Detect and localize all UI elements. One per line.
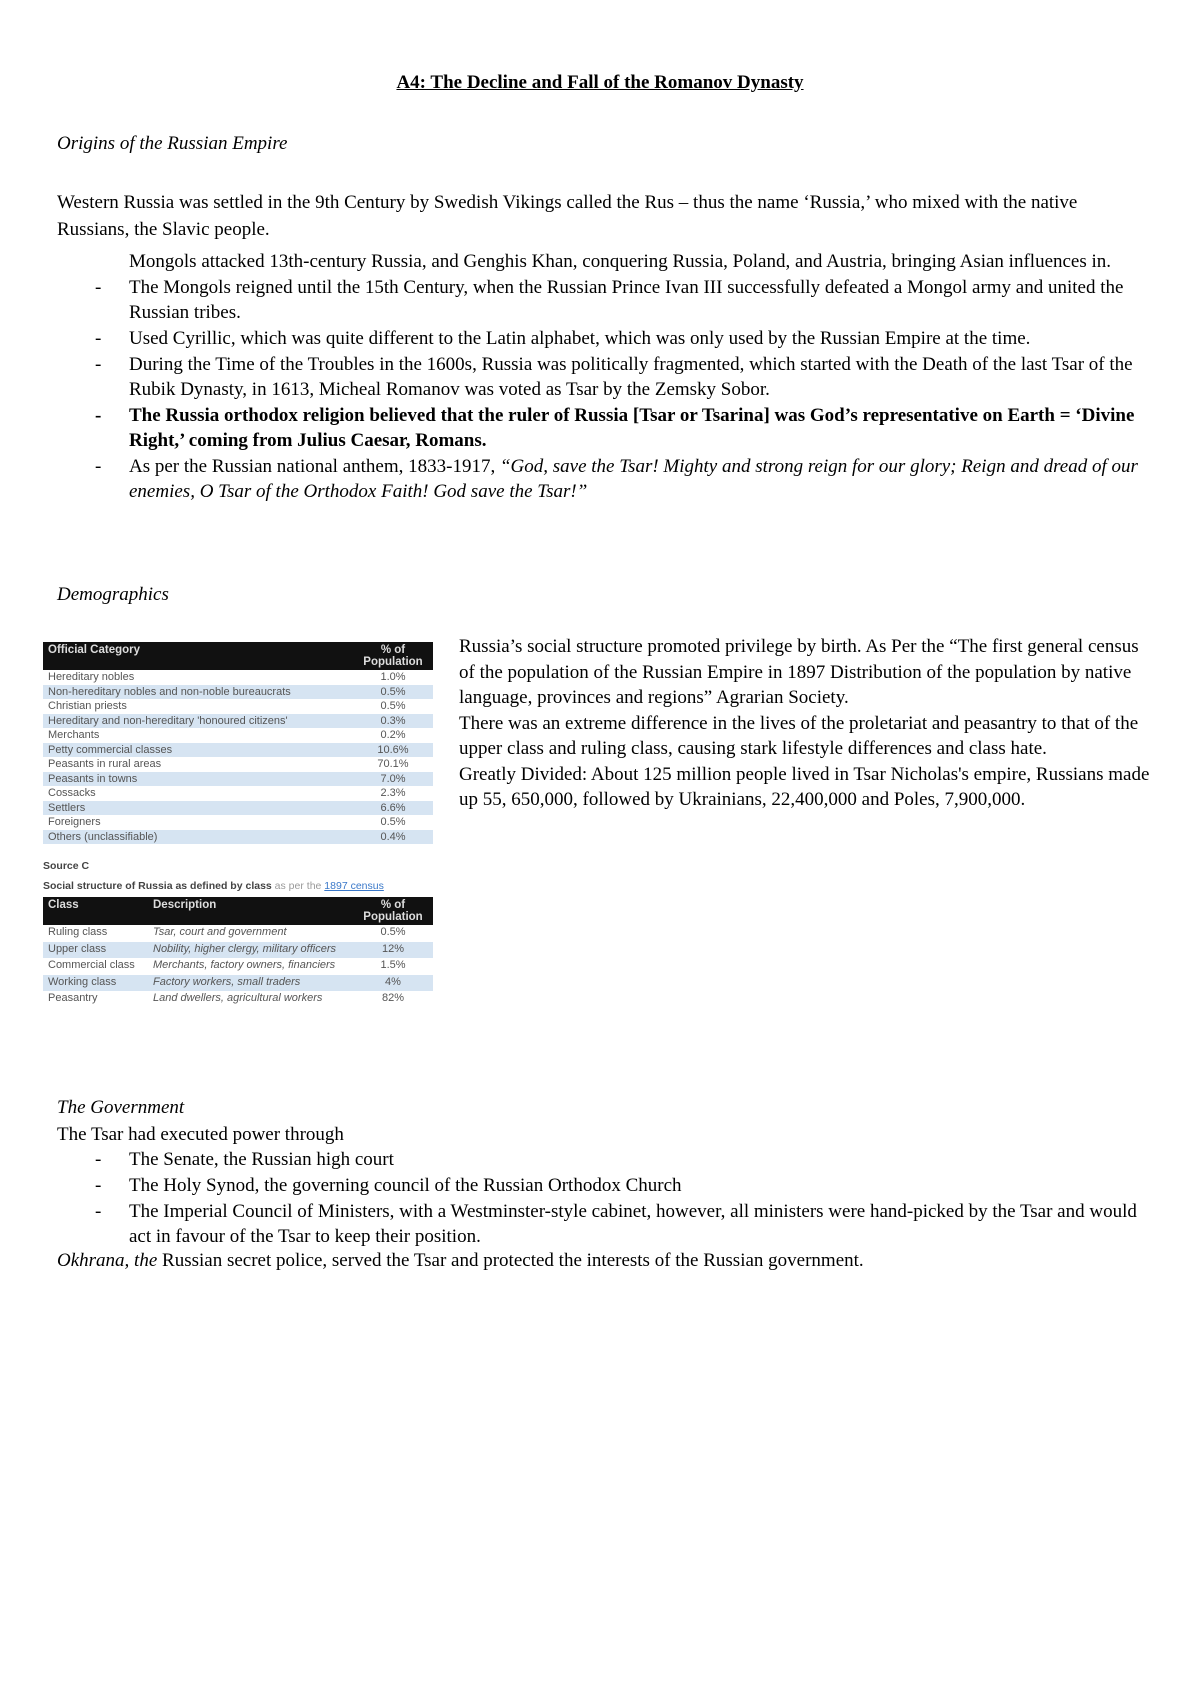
category-cell: Foreigners: [48, 816, 101, 829]
category-cell: Hereditary and non-hereditary 'honoured citizens': [43, 714, 353, 729]
description-cell: Nobility, higher clergy, military officers: [148, 942, 353, 959]
class-cell: Ruling class: [48, 926, 108, 938]
percent-cell: 12%: [353, 942, 433, 959]
percent-cell: 4%: [353, 975, 433, 992]
percent-cell: 6.6%: [353, 801, 433, 816]
table-row: [43, 670, 433, 685]
category-cell: Petty commercial classes: [43, 743, 353, 758]
description-cell: Factory workers, small traders: [148, 975, 353, 992]
category-cell: Non-hereditary nobles and non-noble bureaucrats: [43, 685, 353, 700]
source-caption: Social structure of Russia as defined by class as per the 1897 census: [43, 880, 384, 892]
percent-cell: 0.5%: [380, 700, 406, 713]
demographics-paragraph: There was an extreme difference in the lives of the proletariat and peasantry to that of the upper class and ruling class, causing stark lifestyle differences and class hate.: [459, 712, 1139, 759]
table-row: [43, 714, 433, 729]
okhrana-paragraph: Okhrana, the Russian secret police, served the Tsar and protected the interests of the Russian government.: [57, 1250, 864, 1271]
table-row: [43, 815, 433, 830]
class-cell: Upper class: [43, 942, 148, 959]
percent-cell: 7.0%: [353, 772, 433, 787]
table-body: [43, 670, 433, 844]
percent-cell: 0.2%: [380, 729, 406, 742]
description-cell: Land dwellers, agricultural workers: [153, 992, 323, 1004]
percent-cell: 70.1%: [377, 758, 409, 771]
table-row: [43, 699, 433, 714]
percent-cell: 0.4%: [353, 830, 433, 845]
table-header: Class: [43, 897, 148, 925]
table-header: Description: [148, 897, 353, 925]
list-item: - During the Time of the Troubles in the 1600s, Russia was politically fragmented, which started with the Death of the last Tsar of the Rubik Dynasty, in 1613, Micheal Romanov was voted as Tsar by the Zemsky Sobor.: [95, 354, 1133, 400]
list-item-divine-right: - The Russia orthodox religion believed that the ruler of Russia [Tsar or Tsarina] was God’s representative on Earth = ‘Divine Right,’ coming from Julius Caesar, Romans.: [95, 405, 1135, 451]
document-title: A4: The Decline and Fall of the Romanov Dynasty: [396, 72, 804, 93]
category-cell: Hereditary nobles: [48, 671, 135, 684]
table-row: [43, 786, 433, 801]
category-cell: Others (unclassifiable): [43, 830, 353, 845]
section-heading-demographics: Demographics: [57, 584, 169, 605]
category-cell: Christian priests: [48, 700, 127, 713]
section-heading-government: The Government: [57, 1097, 185, 1118]
percent-cell: 1.0%: [380, 671, 406, 684]
table-row: [43, 942, 433, 959]
social-class-table: [43, 897, 433, 1008]
demographics-text: [459, 634, 1159, 813]
list-item: - The Holy Synod, the governing council of the Russian Orthodox Church: [95, 1175, 682, 1196]
category-cell: Merchants: [48, 729, 100, 742]
percent-cell: 2.3%: [380, 787, 406, 800]
section-heading-origins: Origins of the Russian Empire: [57, 133, 288, 154]
list-item: - The Mongols reigned until the 15th Century, when the Russian Prince Ivan III successfully defeated a Mongol army and united the Russian tribes.: [95, 277, 1124, 323]
table-body: [43, 925, 433, 1008]
class-cell: Peasantry: [48, 992, 98, 1004]
percent-cell: 10.6%: [353, 743, 433, 758]
origins-list: [57, 249, 1147, 505]
percent-cell: 0.5%: [380, 816, 406, 829]
table-header: % of Population: [353, 897, 433, 925]
table-row: [43, 743, 433, 758]
table-row: [43, 801, 433, 816]
table-row: [43, 757, 433, 772]
table-row: [43, 685, 433, 700]
demographics-paragraph: Greatly Divided: About 125 million people lived in Tsar Nicholas's empire, Russians made up 55, 650,000, followed by Ukrainians, 22,400,000 and Poles, 7,900,000.: [459, 763, 1150, 810]
table-row: [43, 958, 433, 975]
government-list: [57, 1147, 1147, 1250]
percent-cell: 82%: [381, 992, 405, 1004]
category-cell: Cossacks: [48, 787, 96, 800]
list-item: - The Imperial Council of Ministers, with a Westminster-style cabinet, however, all ministers were hand-picked by the Tsar and would act in favour of the Tsar to keep their position.: [95, 1201, 1137, 1247]
list-item: - Used Cyrillic, which was quite different to the Latin alphabet, which was only used by the Russian Empire at the time.: [95, 328, 1031, 349]
percent-cell: 1.5%: [380, 959, 406, 971]
official-category-table: [43, 642, 433, 844]
description-cell: Merchants, factory owners, financiers: [153, 959, 336, 971]
government-intro: The Tsar had executed power through: [57, 1124, 344, 1145]
class-cell: Working class: [43, 975, 148, 992]
description-cell: Tsar, court and government: [153, 926, 287, 938]
table-row: [43, 925, 433, 942]
class-cell: Commercial class: [48, 959, 135, 971]
table-row: [43, 728, 433, 743]
table-row: [43, 772, 433, 787]
list-item: - The Senate, the Russian high court: [95, 1149, 394, 1170]
list-item: Mongols attacked 13th-century Russia, and Genghis Khan, conquering Russia, Poland, and Austria, bringing Asian influences in.: [129, 251, 1112, 272]
source-label: Source C: [43, 860, 90, 872]
table-row: [43, 975, 433, 992]
origins-intro: Western Russia was settled in the 9th Century by Swedish Vikings called the Rus – thus the name ‘Russia,’ who mixed with the native Russians, the Slavic people.: [57, 192, 1078, 240]
category-cell: Peasants in rural areas: [48, 758, 162, 771]
percent-cell: 0.5%: [353, 685, 433, 700]
demographics-paragraph: Russia’s social structure promoted privilege by birth. As Per the “The first general census of the population of the Russian Empire in 1897 Distribution of the population by native language, provinces and regions” Agrarian Society.: [459, 636, 1139, 708]
table-row: [43, 830, 433, 845]
table-header: % of Population: [353, 642, 433, 670]
table-header: Official Category: [43, 642, 353, 670]
percent-cell: 0.5%: [380, 926, 406, 938]
table-row: [43, 991, 433, 1008]
list-item-anthem: - As per the Russian national anthem, 1833-1917, “God, save the Tsar! Mighty and strong reign for our glory; Reign and dread of our enemies, O Tsar of the Orthodox Faith! God save the Tsar!”: [95, 456, 1138, 502]
census-category-table-image: [43, 642, 433, 1008]
percent-cell: 0.3%: [353, 714, 433, 729]
category-cell: Peasants in towns: [43, 772, 353, 787]
category-cell: Settlers: [43, 801, 353, 816]
